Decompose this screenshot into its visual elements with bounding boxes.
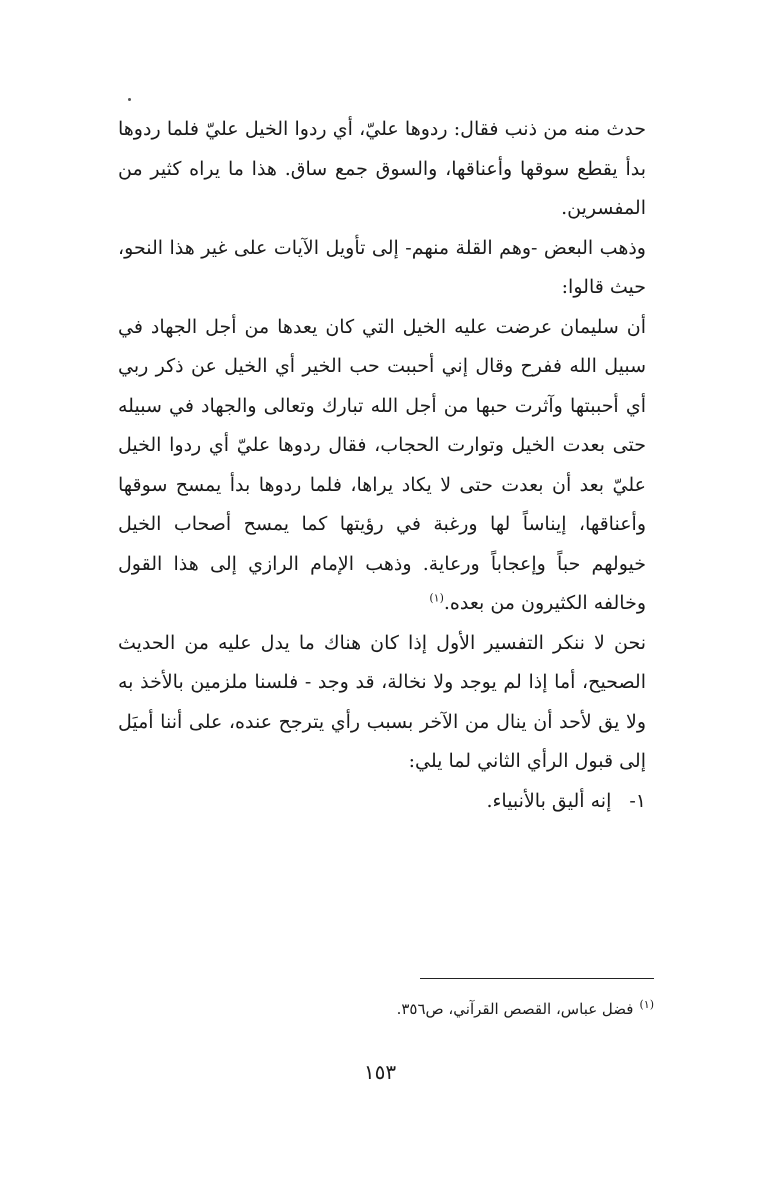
footnote-mark: (١) [639, 998, 654, 1011]
footnote-text: فضل عباس، القصص القرآني، ص٣٥٦. [396, 1000, 634, 1018]
paragraph-3 [118, 308, 646, 624]
footnote [300, 994, 654, 1020]
list-text: إنه أليق بالأنبياء. [486, 789, 612, 812]
page-number: ١٥٣ [363, 1060, 397, 1084]
paragraph-3-text: أن سليمان عرضت عليه الخيل التي كان يعدها من أجل الجهاد في سبيل الله ففرح وقال إني أحببت حب الخير أي الخيل عن ذكر ربي أي أحببتها وآثرت حبها من أجل الله تبارك وتعالى والجهاد في سبيله حتى بعدت الخيل وتوارت الحجاب، فقال ردوها عليّ أي ردوا الخيل عليّ بعد أن بعدت حتى لا يكاد يراها، فلما ردوها بدأ يمسح سوقها وأعناقها، إيناساً لها ورغبة في رؤيتها كما يمسح أصحاب الخيل خيولهم حباً وإعجاباً ورعاية. وذهب الإمام الرازي إلى هذا القول وخالفه الكثيرون من بعده. [118, 315, 647, 614]
footnote-reference: (١) [429, 591, 444, 605]
footnote-divider [420, 978, 654, 979]
paragraph-2: وذهب البعض -وهم القلة منهم- إلى تأويل الآيات على غير هذا النحو، حيث قالوا: [118, 236, 646, 298]
list-number: ١- [629, 789, 646, 812]
list-item-1 [118, 782, 646, 822]
main-text [118, 110, 646, 821]
stray-mark [128, 98, 131, 101]
paragraph-1: حدث منه من ذنب فقال: ردوها عليّ، أي ردوا الخيل عليّ فلما ردوها بدأ يقطع سوقها وأعناقها، والسوق جمع ساق. هذا ما يراه كثير من المفسرين. [118, 118, 646, 219]
paragraph-4: نحن لا ننكر التفسير الأول إذا كان هناك ما يدل عليه من الحديث الصحيح، أما إذا لم يوجد ولا نخالة، قد وجد - فلسنا ملزمين بالأخذ به ولا يق لأحد أن ينال من الآخر بسبب رأي يترجح عنده، على أننا أميَل إلى قبول الرأي الثاني لما يلي: [118, 631, 646, 772]
